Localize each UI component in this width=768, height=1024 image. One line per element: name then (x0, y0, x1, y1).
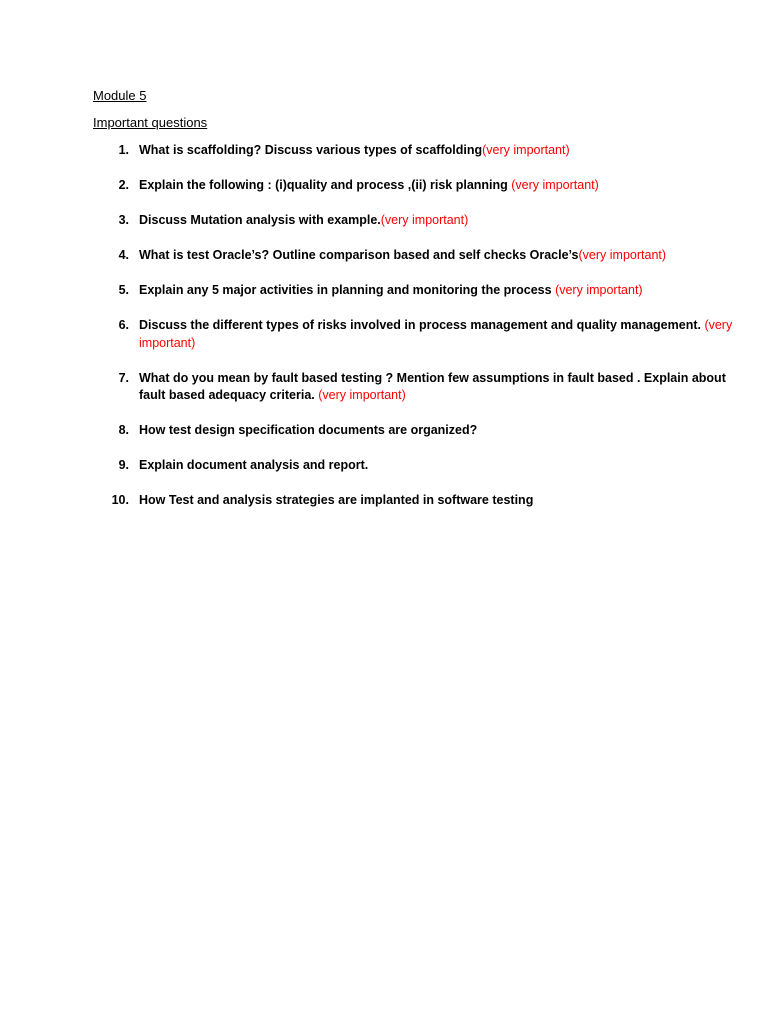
question-item (93, 317, 733, 352)
question-item (93, 247, 733, 265)
question-text: Explain document analysis and report. (139, 458, 369, 472)
question-item (93, 492, 733, 510)
question-number: 1. (118, 143, 129, 157)
question-text: Explain any 5 major activities in planning and monitoring the process (139, 283, 556, 297)
question-number: 10. (111, 493, 129, 507)
question-text: Explain the following : (i)quality and process ,(ii) risk planning (139, 178, 512, 192)
question-number: 8. (118, 423, 129, 437)
question-number: 4. (118, 248, 129, 262)
question-text: How Test and analysis strategies are implanted in software testing (139, 493, 534, 507)
question-item (93, 212, 733, 230)
question-item (93, 142, 733, 160)
question-text: How test design specification documents are organized? (139, 423, 478, 437)
question-item (93, 282, 733, 300)
question-text: Discuss the different types of risks involved in process management and quality management. (139, 318, 705, 332)
question-text: What is scaffolding? Discuss various types of scaffolding (139, 143, 483, 157)
question-number: 3. (118, 213, 129, 227)
question-number: 5. (118, 283, 129, 297)
question-item (93, 177, 733, 195)
importance-flag: (very important) (482, 143, 570, 157)
question-text: Discuss Mutation analysis with example. (139, 213, 381, 227)
question-text: What do you mean by fault based testing ? Mention few assumptions in fault based . Explain about fault based adequacy criteria. (139, 370, 726, 402)
importance-flag: (very important) (555, 283, 643, 297)
importance-flag: (very important) (511, 178, 599, 192)
question-item (93, 422, 733, 440)
question-number: 9. (118, 458, 129, 472)
importance-flag: (very important) (380, 213, 469, 227)
importance-flag: (very important) (139, 318, 733, 350)
question-list (93, 142, 733, 527)
question-number: 6. (118, 318, 129, 332)
question-item (93, 370, 733, 405)
question-item (93, 457, 733, 475)
module-title: Module 5 (93, 88, 147, 103)
section-title: Important questions (93, 115, 208, 130)
importance-flag: (very important) (578, 248, 667, 262)
importance-flag: (very important) (318, 388, 406, 402)
question-number: 7. (118, 370, 129, 385)
question-number: 2. (118, 178, 129, 192)
question-text: What is test Oracle’s? Outline comparison based and self checks Oracle’s (139, 248, 579, 262)
